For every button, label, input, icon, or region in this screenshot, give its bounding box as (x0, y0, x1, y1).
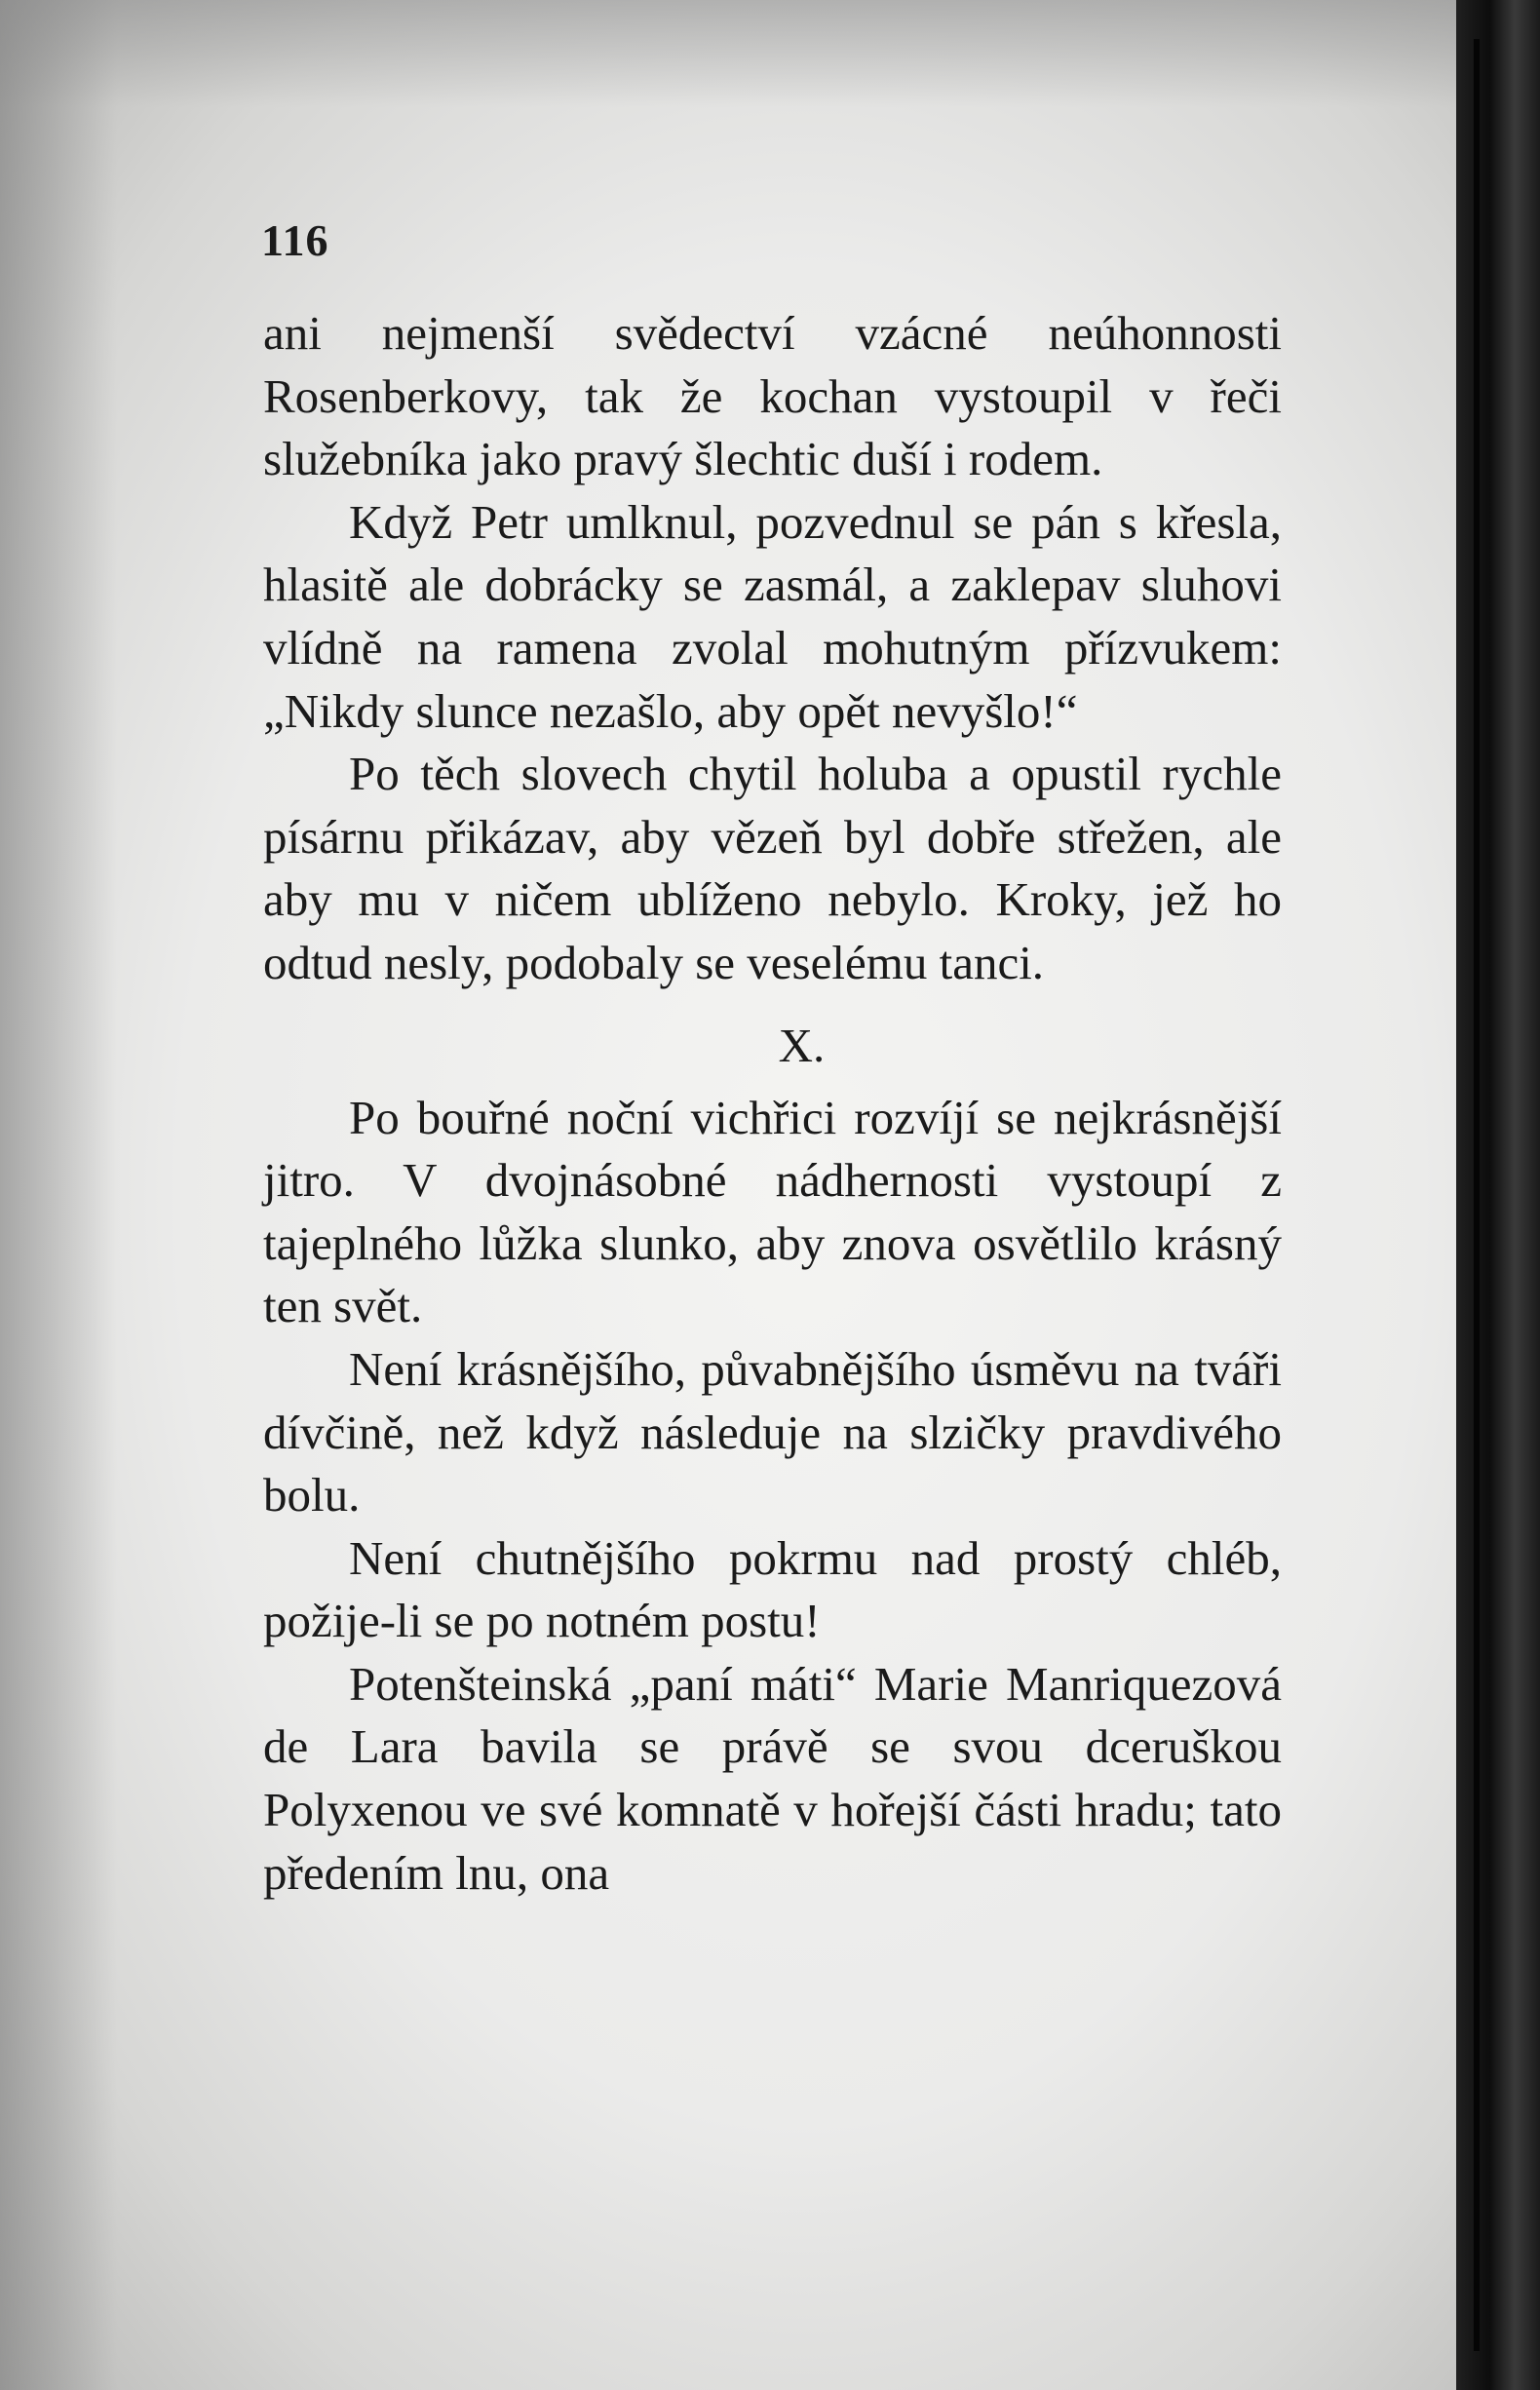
paragraph: Po bouřné noční vichřici rozvíjí se nejkrásnější jitro. V dvojnásobné nádhernosti vystoupí z tajeplného lůžka slunko, aby znova osvětlilo krásný ten svět. (263, 1090, 1282, 1333)
paragraph: Potenšteinská „paní máti“ Marie Manriquezová de Lara bavila se právě se svou dceruškou Polyxenou ve své komnatě v hořejší části hradu; tato předením lnu, ona (263, 1656, 1282, 1900)
paragraph: Není chutnějšího pokrmu nad prostý chléb, požije-li se po notném postu! (263, 1530, 1282, 1648)
paragraph: Není krásnějšího, půvabnějšího úsměvu na tváři dívčině, než když následuje na slzičky pravdivého bolu. (263, 1341, 1282, 1523)
paragraph: Po těch slovech chytil holuba a opustil rychle písárnu přikázav, aby vězeň byl dobře střežen, ale aby mu v ničem ublíženo nebylo. Kroky, jež ho odtud nesly, podobaly se veselému tanci. (263, 747, 1282, 989)
binding-line (1474, 39, 1480, 2351)
page-text (263, 302, 1282, 1905)
chapter-heading: X. (778, 1018, 826, 1072)
book-edge (1456, 0, 1540, 2390)
paragraph: ani nejmenší svědectví vzácné neúhonnosti Rosenberkovy, tak že kochan vystoupil v řeči služebníka jako pravý šlechtic duší i rodem. (263, 306, 1282, 486)
paragraph: Když Petr umlknul, pozvednul se pán s křesla, hlasitě ale dobrácky se zasmál, a zaklepav sluhovi vlídně na ramena zvolal mohutným přízvukem: „Nikdy slunce nezašlo, aby opět nevyšlo!“ (263, 494, 1282, 738)
page-number: 116 (261, 215, 329, 265)
